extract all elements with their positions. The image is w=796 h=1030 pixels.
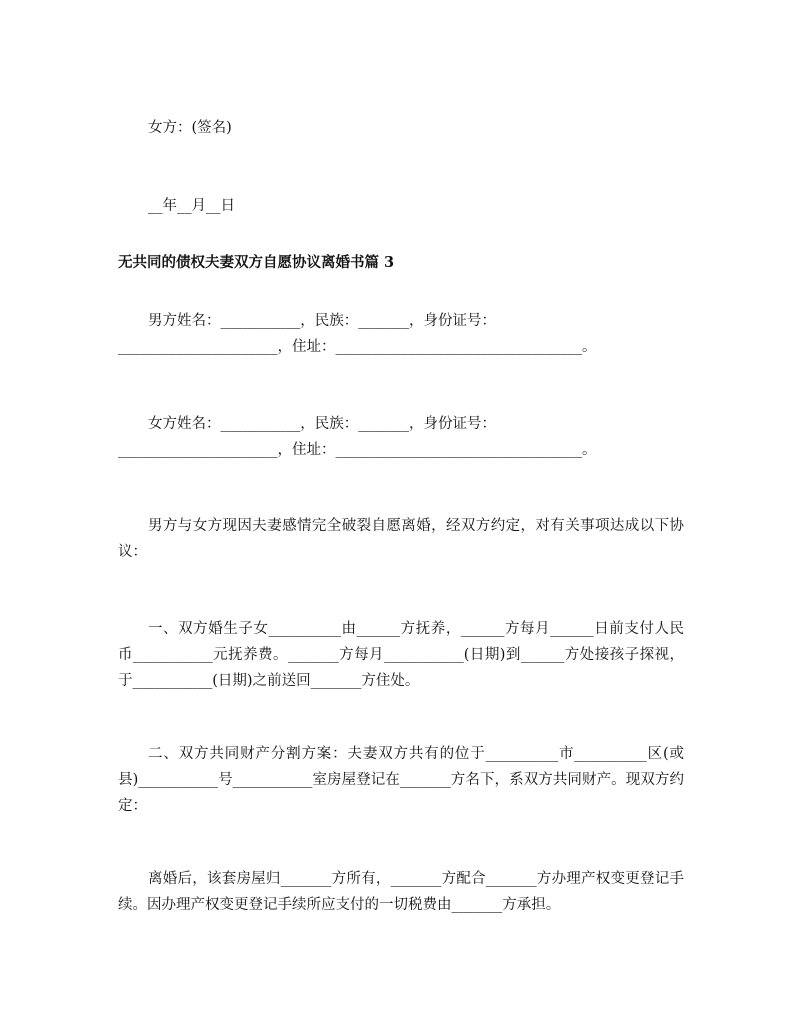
male-party-line-1: 男方姓名：___________，民族：_______，身份证号： xyxy=(148,313,496,329)
male-party-line-2: ______________________，住址：__________________________________。 xyxy=(118,339,597,355)
female-signature-line: 女方：(签名) xyxy=(148,120,232,136)
female-party-line-2: ______________________，住址：__________________________________。 xyxy=(118,442,597,458)
clause-2-paragraph: 二、双方共同财产分割方案：夫妻双方共有的位于__________市__________区(或县)___________号___________室房屋登记在_______方名下，系双方共同财产。现双方约定： xyxy=(118,746,684,814)
clause-1-paragraph: 一、双方婚生子女__________由______方抚养，______方每月______日前支付人民币___________元抚养费。_______方每月___________(日期)到______方处接孩子探视，于___________(日期)之前送回_______方住处。 xyxy=(118,621,684,689)
clause-3-paragraph: 离婚后，该套房屋归_______方所有，_______方配合_______方办理产权变更登记手续。因办理产权变更登记手续所应支付的一切税费由_______方承担。 xyxy=(118,871,684,913)
signature-date-line: __年__月__日 xyxy=(148,198,235,214)
female-party-line-1: 女方姓名：___________，民族：_______，身份证号： xyxy=(148,416,496,432)
intro-paragraph: 男方与女方现因夫妻感情完全破裂自愿离婚，经双方约定，对有关事项达成以下协议： xyxy=(118,518,684,560)
section-title: 无共同的债权夫妻双方自愿协议离婚书篇 3 xyxy=(118,254,395,271)
